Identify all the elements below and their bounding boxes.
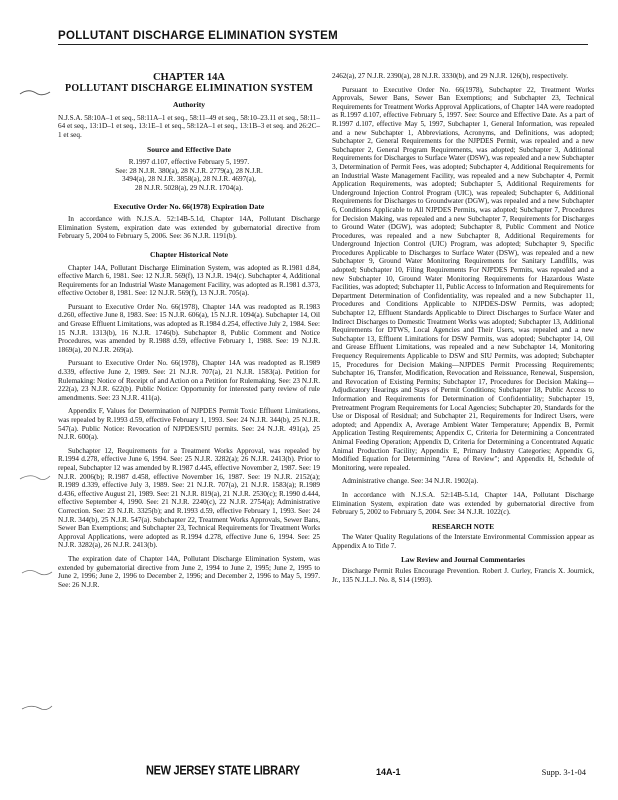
history-paragraph: Pursuant to Executive Order No. 66(1978), Chapter 14A was readopted as R.1983 d.260, effective June 8, 1983. See: 15 N.J.R. 606(a), 15 N.J.R. 1094(a). Subchapter 14, Oil and Grease Effluent Limitations, was adopted as R.1984 d.254, effective July 2, 1984. See: 15 N.J.R. 1313(b), 16 N.J.R. 1746(b). Subchapter 8, Public Comment and Notice Procedures, was amended by R.1988 d.59, effective February 1, 1988. See: 19 N.J.R. 1869(a), 20 N.J.R. 269(a). bbox=[58, 302, 320, 354]
law-review-heading: Law Review and Journal Commentaries bbox=[401, 556, 525, 565]
history-heading: Chapter Historical Note bbox=[150, 249, 228, 259]
research-note-text: The Water Quality Regulations of the Interstate Environmental Commission appear as Appendix A to Title 7. bbox=[332, 533, 594, 550]
law-review-text: Discharge Permit Rules Encourage Prevention. Robert J. Curley, Francis X. Journick, Jr., 135 N.J.L.J. No. 8, S14 (1993). bbox=[332, 567, 594, 584]
source-block bbox=[58, 158, 320, 192]
research-note-heading: RESEARCH NOTE bbox=[431, 522, 495, 531]
page-folio: 14A-1 bbox=[376, 767, 401, 777]
admin-change-text: Administrative change. See: 34 N.J.R. 1902(a). bbox=[342, 477, 479, 486]
history-paragraph: Chapter 14A, Pollutant Discharge Elimination System, was adopted as R.1981 d.84, effective March 6, 1981. See: 12 N.J.R. 569(f), 13 N.J.R. 194(c). Subchapter 4, Additional Requirements for an Industrial Waste Management Facility, was adopted as R.1981 d.373, effective October 8, 1981. See: 12 N.J.R. 569(f), 13 N.J.R. 705(a). bbox=[58, 263, 320, 298]
chapter-number: CHAPTER 14A bbox=[152, 72, 226, 83]
left-column bbox=[58, 72, 320, 594]
library-stamp: NEW JERSEY STATE LIBRARY bbox=[146, 763, 300, 779]
margin-mark-icon bbox=[20, 700, 54, 716]
source-line: 3494(a), 28 N.J.R. 3858(a), 28 N.J.R. 4697(a), bbox=[122, 175, 256, 184]
margin-mark-icon bbox=[20, 565, 54, 581]
history-paragraph: Pursuant to Executive Order No. 66(1978), Subchapter 22, Treatment Works Approvals, Sewer Bans, Sewer Ban Exemptions; and Subchapter 23, Technical Requirements for Treatment Works Approval Applications, of Chapter 14A were readopted as R.1997 d.107, effective February 5, 1997. See: Source and Effective Date. As a part of R.1997 d.107, effective May 5, 1997, Subchapter 1, General Information, was repealed and a new Subchapter 1, Abbreviations, Acronyms, and Definitions, was adopted; Subchapter 2, General Requirements for the NJPDES Permit, was repealed and a new Subchapter 2, General Program Requirements, was adopted; Subchapter 3, Additional Requirements for Discharges to Surface Water (DSW), was repealed and a new Subchapter 3, Determination of Permit Fees, was adopted; Subchapter 4, Additional Requirements for an Industrial Waste Management Facility, was repealed and a new Subchapter 4, Permit Application Requirements, was adopted; Subchapter 5, Additional Requirements for Underground Injection Control Program (UIC), was repealed; Subchapter 6, Additional Requirements for Discharges to Groundwater (DGW), was repealed and a new Subchapter 6, Conditions Applicable to All NJPDES Permits, was adopted; Subchapter 7, Procedures for Decision Making, was repealed and a new Subchapter 7, Requirements for Discharges to Ground Water (DGW), was adopted; Subchapter 8, Public Comment and Notice Procedures, was repealed and a new Subchapter 8, Additional Requirements for Underground Injection Control (UIC) Program, was adopted; Subchapter 9, Specific Procedures Applicable to Discharges to Surface Water (DSW), was repealed and a new Subchapter 9, Ground Water Monitoring Requirements for Sanitary Landfills, was adopted; Subchapter 10, Filing Requirements For NJPDES Permits, was repealed and a new Subchapter 10, Ground Water Monitoring Requirements for Hazardous Waste Facilities, was adopted; Subchapter 11, Public Access to Information and Requirements for Department Determination of Confidentiality, was repealed and a new Subchapter 11, Procedures and Conditions Applicable to NJPDES-DSW Permits, was adopted; Subchapter 12, Effluent Standards Applicable to Direct Discharges to Surface Water and Indirect Discharges to Domestic Treatment Works was adopted; Subchapter 13, Additional Requirements for DTWS, Local Agencies and Their Users, was repealed and a new Subchapter 13, Effluent Limitations for DSW Permits, was adopted; Subchapter 14, Oil and Grease Effluent Limitations, was repealed and a new Subchapter 14, Monitoring Frequency Requirements Applicable to DSW and SIU Permits, was adopted; Subchapter 15, Procedures for Decision Making—NJPDES Permit Processing Requirements; Subchapter 16, Transfer, Modification, Revocation and Reissuance, Renewal, Suspension, and Revocation of Existing Permits; Subchapter 17, Procedures for Decision Making—Adjudicatory Hearings and Stays of Permit Conditions; Subchapter 18, Public Access to Information and Requirements for Determination of Confidentiality; Subchapter 19, Pretreatment Program Requirements for Local Agencies; Subchapter 20, Standards for the Use or Disposal of Residual; and Subchapter 21, Requirements for Indirect Users, were adopted; and Appendix A, Average Ambient Water Temperature; Appendix B, Permit Application Testing Requirements; Appendix C, Criteria for Determining a Concentrated Animal Feeding Operation; Appendix D, Criteria for Determining a Concentrated Aquatic Animal Production Facility; Appendix E, Primary Industry Categories; Appendix G, Modified Equation for Determining "Area of Review"; and Appendix H, Schedule of Monitoring, were repealed. bbox=[332, 85, 595, 472]
expiration-extension-text: In accordance with N.J.S.A. 52:14B-5.1d, Chapter 14A, Pollutant Discharge Elimination System, expiration date was extended by gubernatorial directive from February 5, 2002 to February 5, 2004. See: 34 N.J.R. 1022(c). bbox=[332, 490, 594, 517]
source-heading: Source and Effective Date bbox=[146, 144, 231, 154]
source-line: 28 N.J.R. 5028(a), 29 N.J.R. 1704(a). bbox=[134, 183, 243, 192]
authority-heading: Authority bbox=[172, 100, 206, 110]
margin-mark-icon bbox=[18, 470, 52, 486]
right-column bbox=[332, 72, 594, 589]
supplement-date: Supp. 3-1-04 bbox=[541, 767, 586, 777]
expiration-heading: Executive Order No. 66(1978) Expiration Date bbox=[113, 201, 265, 211]
history-paragraph: Subchapter 12, Requirements for a Treatment Works Approval, was repealed by R.1994 d.278, effective June 6, 1994. See: 25 N.J.R. 3282(a); 26 N.J.R. 2413(b). Prior to repeal, Subchapter 12 was amended by R.1987 d.445, effective November 2, 1987. See: 19 N.J.R. 2006(b); R.1987 d.458, effective November 16, 1987. See: 19 N.J.R. 2152(a); R.1989 d.339, effective July 3, 1989. See: 21 N.J.R. 707(a), 21 N.J.R. 1583(a); R.1989 d.436, effective August 21, 1989. See: 21 N.J.R. 819(a), 21 N.J.R. 2530(c); R.1990 d.444, effective September 4, 1990. See: 21 N.J.R. 2240(c), 22 N.J.R. 2754(a); Administrative Correction. See: 23 N.J.R. 3325(b); and R.1993 d.59, effective February 1, 1993. See: 24 N.J.R. 344(b), 25 N.J.R. 547(a). Subchapter 22, Treatment Works Approvals, Sewer Bans, Sewer Ban Exemptions; and Subchapter 23, Technical Requirements for Treatment Works Approval Applications, were adopted as R.1994 d.278, effective June 6, 1994. See: 25 N.J.R. 3282(a), 26 N.J.R. 2413(b). bbox=[58, 446, 320, 550]
authority-text: N.J.S.A. 58:10A–1 et seq., 58:11A–1 et seq., 58:11–49 et seq., 58:10–23.11 et seq., 58:11–64 et seq., 13:1D–1 et seq., 13:1E–1 et seq., 58:12A–1 et seq., 13:1B–3 et seq. and 26:2C–1 et seq. bbox=[58, 113, 320, 139]
margin-mark-icon bbox=[18, 84, 52, 104]
source-line: R.1997 d.107, effective February 5, 1997. bbox=[128, 158, 250, 167]
page-footer bbox=[58, 765, 594, 783]
history-paragraph: Appendix F, Values for Determination of NJPDES Permit Toxic Effluent Limitations, was repealed by R.1993 d.59, effective February 1, 1993. See: 24 N.J.R. 344(b), 25 N.J.R. 547(a). Public Notice: Revocation of NJPDES/SIU permits. See: 24 N.J.R. 491(a), 25 N.J.R. 600(a). bbox=[58, 407, 320, 442]
running-head: POLLUTANT DISCHARGE ELIMINATION SYSTEM bbox=[58, 30, 588, 45]
source-line: See: 28 N.J.R. 380(a), 28 N.J.R. 2779(a), 28 N.J.R. bbox=[115, 166, 263, 175]
expiration-text: In accordance with N.J.S.A. 52:14B-5.1d, Chapter 14A, Pollutant Discharge Elimination System, expiration date was extended by gubernatorial directive from February 5, 2004 to February 5, 2006. See: 36 N.J.R. 1191(b). bbox=[58, 215, 320, 241]
continued-text: 2462(a), 27 N.J.R. 2390(a), 28 N.J.R. 3330(b), and 29 N.J.R. 126(b), respectively. bbox=[332, 72, 569, 80]
history-paragraph: The expiration date of Chapter 14A, Pollutant Discharge Elimination System, was extended by gubernatorial directive from June 2, 1994 to June 2, 1995; June 2, 1995 to June 2, 1996; June 2, 1996 to December 2, 1996; and December 2, 1996 to May 5, 1997. See: 26 N.J.R. bbox=[58, 554, 320, 589]
chapter-title: POLLUTANT DISCHARGE ELIMINATION SYSTEM bbox=[65, 82, 313, 94]
history-paragraph: Pursuant to Executive Order No. 66(1978), Chapter 14A was readopted as R.1989 d.339, effective June 2, 1989. See: 21 N.J.R. 707(a), 21 N.J.R. 1583(a). Petition for Rulemaking: Notice of Receipt of and Action on a Petition for Rulemaking. See: 23 N.J.R. 222(a), 23 N.J.R. 622(b). Public Notice: Opportunity for interested party review of rule amendments. See: 23 N.J.R. 411(a). bbox=[58, 359, 320, 402]
